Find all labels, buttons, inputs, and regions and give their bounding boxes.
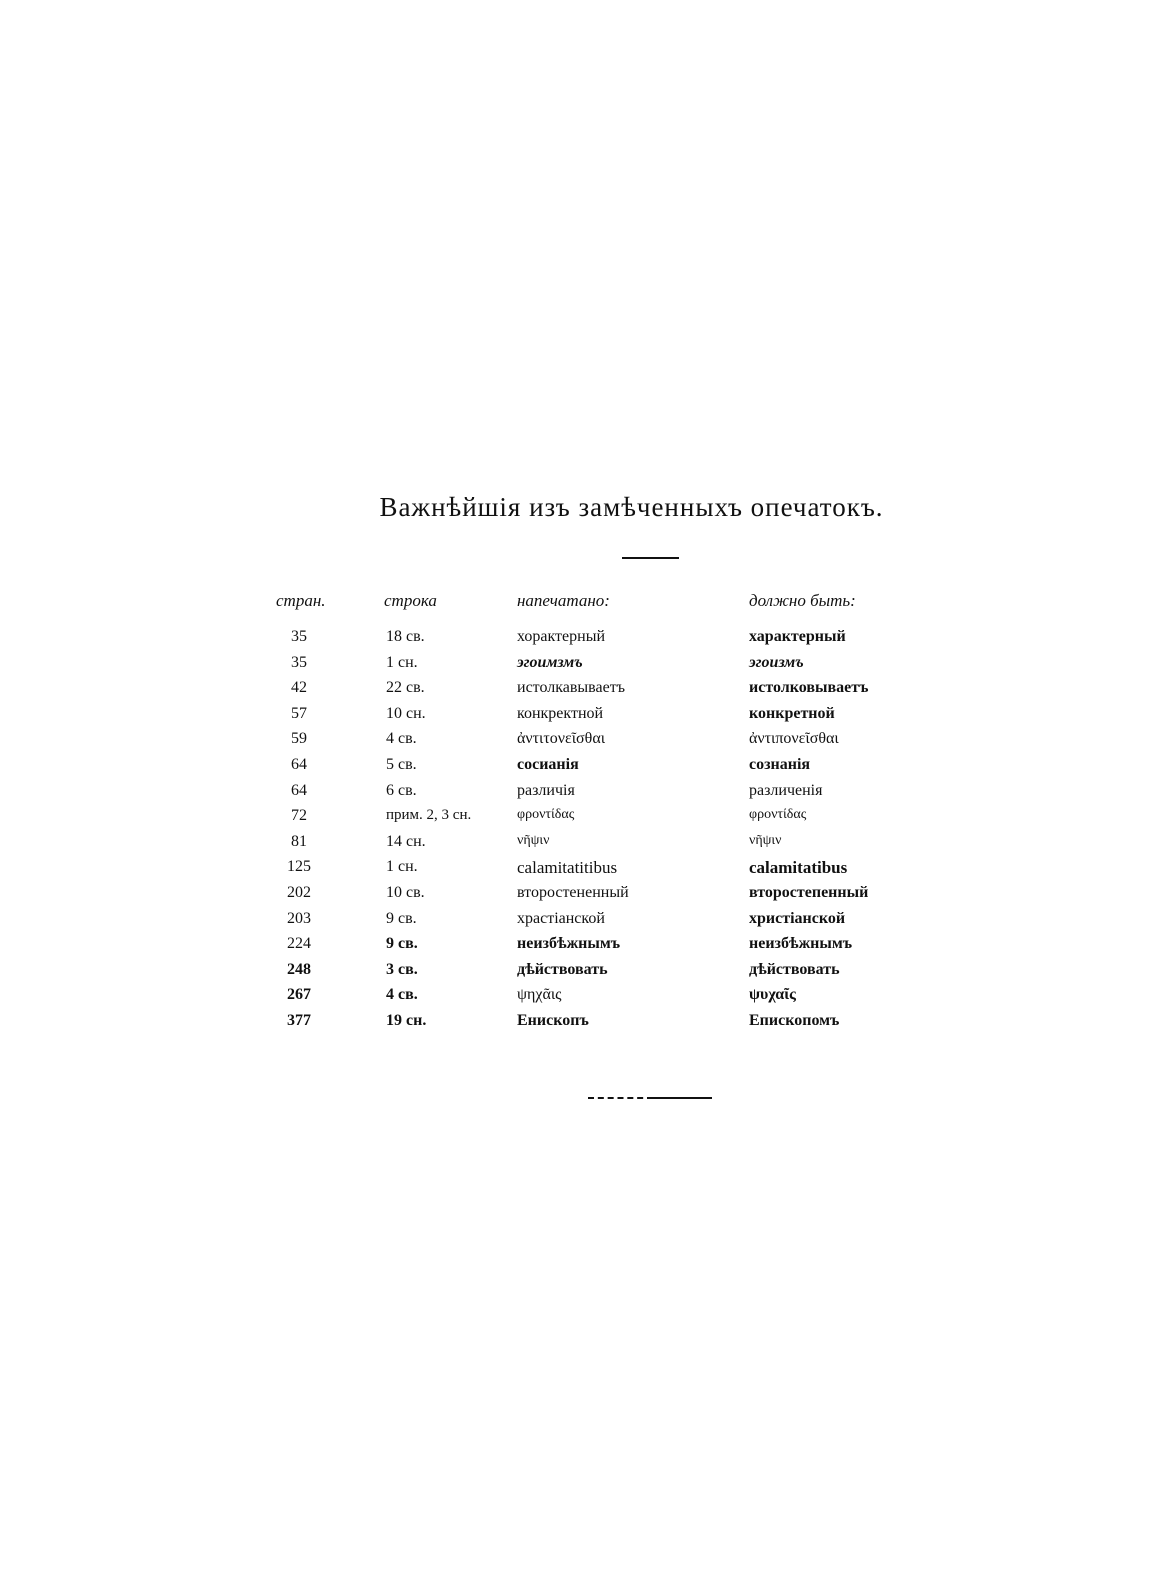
cell-line: 1 сн. xyxy=(386,653,418,671)
cell-printed: ψηχᾶις xyxy=(517,986,562,1004)
cell-should: νῆψιν xyxy=(749,832,782,848)
header-line: строка xyxy=(384,591,437,610)
cell-line: прим. 2, 3 сн. xyxy=(386,807,472,824)
table-row xyxy=(0,756,1163,782)
cell-printed: различія xyxy=(517,781,575,799)
cell-should: φροντίδας xyxy=(749,807,807,823)
cell-printed: конкректной xyxy=(517,704,604,722)
cell-printed: храстіанской xyxy=(517,909,605,927)
table-row xyxy=(0,986,1163,1012)
cell-line: 1 сн. xyxy=(386,858,418,876)
cell-should: христіанской xyxy=(749,909,846,927)
table-row xyxy=(0,782,1163,808)
cell-page: 81 xyxy=(291,832,307,850)
cell-page: 125 xyxy=(287,858,311,876)
table-row xyxy=(0,833,1163,859)
cell-printed: calamitatitibus xyxy=(517,858,618,878)
cell-printed: неизбѣжнымъ xyxy=(517,935,621,953)
cell-line: 14 сн. xyxy=(386,832,426,850)
cell-printed: эгоимзмъ xyxy=(517,653,583,671)
cell-should: ἀντιπονεῖσθαι xyxy=(749,730,839,748)
table-header xyxy=(0,591,1163,615)
cell-line: 5 св. xyxy=(386,755,417,773)
table-row xyxy=(0,730,1163,756)
cell-should: характерный xyxy=(749,628,846,645)
cell-line: 9 св. xyxy=(386,909,417,927)
cell-printed: Енископъ xyxy=(517,1011,589,1029)
cell-page: 248 xyxy=(287,960,311,978)
cell-should: неизбѣжнымъ xyxy=(749,935,853,953)
cell-line: 19 сн. xyxy=(386,1011,427,1029)
cell-line: 10 сн. xyxy=(386,704,426,722)
cell-should: второстепенный xyxy=(749,883,869,901)
table-row xyxy=(0,1012,1163,1038)
table-row xyxy=(0,961,1163,987)
cell-line: 18 св. xyxy=(386,628,425,645)
cell-page: 57 xyxy=(291,704,307,722)
table-row xyxy=(0,807,1163,833)
cell-should: эгоизмъ xyxy=(749,653,804,671)
cell-printed: νῆψιν xyxy=(517,832,550,848)
cell-page: 203 xyxy=(287,909,311,927)
table-row xyxy=(0,884,1163,910)
cell-printed: хорактерный xyxy=(517,628,606,645)
cell-page: 267 xyxy=(287,986,311,1004)
table-row xyxy=(0,679,1163,705)
errata-table xyxy=(0,628,1163,1038)
title-divider xyxy=(622,557,679,559)
cell-line: 22 св. xyxy=(386,679,425,697)
table-row xyxy=(0,910,1163,936)
cell-page: 224 xyxy=(287,935,311,953)
cell-printed: ἀντιτονεῖσθαι xyxy=(517,730,606,748)
cell-page: 35 xyxy=(291,653,307,671)
table-row xyxy=(0,628,1163,654)
cell-printed: истолкавываетъ xyxy=(517,679,625,697)
table-row xyxy=(0,705,1163,731)
cell-line: 6 св. xyxy=(386,781,417,799)
cell-should: ψυχαῖς xyxy=(749,986,796,1004)
cell-should: различенія xyxy=(749,781,823,799)
cell-page: 59 xyxy=(291,730,307,748)
cell-line: 4 св. xyxy=(386,986,418,1004)
cell-printed: сосианія xyxy=(517,755,579,773)
cell-line: 9 св. xyxy=(386,935,418,953)
cell-line: 3 св. xyxy=(386,960,418,978)
cell-should: сознанія xyxy=(749,755,811,773)
cell-page: 64 xyxy=(291,755,307,773)
cell-page: 42 xyxy=(291,679,307,697)
cell-line: 10 св. xyxy=(386,883,425,901)
table-row xyxy=(0,654,1163,680)
cell-printed: φροντίδας xyxy=(517,807,575,823)
table-row xyxy=(0,858,1163,884)
cell-page: 72 xyxy=(291,807,307,825)
cell-should: конкретной xyxy=(749,704,835,722)
cell-page: 64 xyxy=(291,781,307,799)
header-page: стран. xyxy=(276,591,326,610)
cell-printed: дѣйствовать xyxy=(517,960,608,978)
cell-page: 35 xyxy=(291,628,307,645)
cell-printed: второстененный xyxy=(517,883,629,901)
header-printed: напечатано: xyxy=(517,591,610,610)
cell-should: calamitatibus xyxy=(749,858,848,878)
page-title: Важнѣйшія изъ замѣченныхъ опечатокъ. xyxy=(379,492,884,522)
header-should: должно быть: xyxy=(749,591,856,610)
cell-should: истолковываетъ xyxy=(749,679,869,697)
table-row xyxy=(0,935,1163,961)
cell-should: дѣйствовать xyxy=(749,960,840,978)
cell-page: 202 xyxy=(287,883,311,901)
cell-page: 377 xyxy=(287,1011,311,1029)
end-divider-solid xyxy=(650,1097,712,1099)
cell-should: Епископомъ xyxy=(749,1011,840,1029)
cell-line: 4 св. xyxy=(386,730,417,748)
